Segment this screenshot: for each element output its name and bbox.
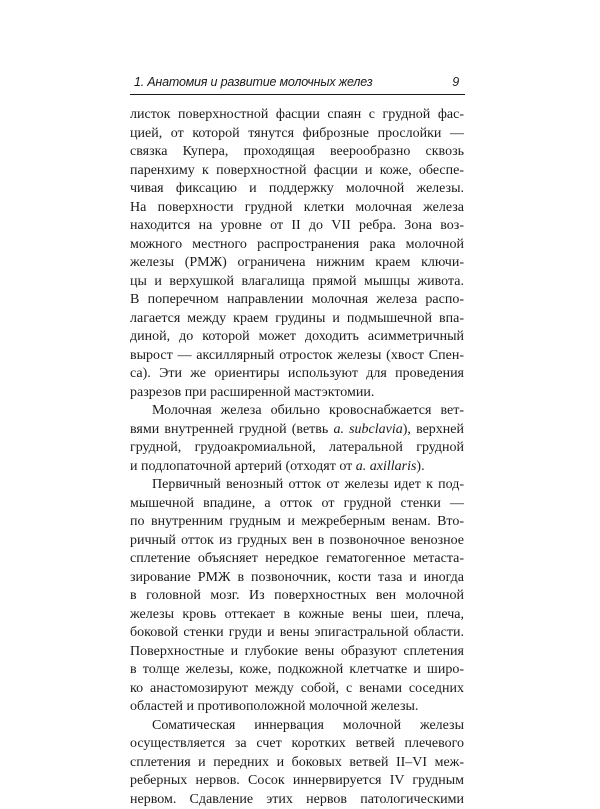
paragraph-3 [130,476,464,717]
running-header [130,72,465,92]
text-line: зирование РМЖ в позвоночник, кости таза и иногда [130,569,464,588]
text-line: са). Эти же ориентиры используют для проведения [130,365,464,384]
text-run: ), верхней [403,422,464,437]
text-line: разрезов при расширенной мастэктомии. [130,384,464,403]
text-line: В поперечном направлении молочная железа распо- [130,291,464,310]
header-divider [130,94,465,95]
text-run: вями внутренней грудной (ветвь [130,422,328,437]
paragraph-2 [130,402,464,476]
text-line: в головной мозг. Из поверхностных вен молочной [130,587,464,606]
text-line: паренхиму к поверхностной фасции и коже, обеспе- [130,162,464,181]
text-line: реберных нервов. Сосок иннервируется IV грудным [130,772,464,791]
text-line: ричный отток из грудных вен в позвоночное венозное [130,532,464,551]
text-line: в толще железы, коже, подкожной клетчатке и широ- [130,661,464,680]
text-line: можного местного распространения рака молочной [130,236,464,255]
text-line: грудной, грудоакромиальной, латеральной грудной [130,439,464,458]
latin-term: a. axillaris [356,459,417,474]
text-run: и подлопаточной артерий (отходят от [130,459,352,474]
text-line: диной, до которой может доходить асимметричный [130,328,464,347]
text-line: нервом. Сдавление этих нервов патологическими [130,791,464,809]
latin-term: a. subclavia [333,422,402,437]
text-line: сплетение объясняет нередкое гематогенное метаста- [130,550,464,569]
text-line: связка Купера, проходящая веерообразно сквозь [130,143,464,162]
text-line: ко анастомозируют между собой, с венами соседних [130,680,464,699]
paragraph-1 [130,106,464,402]
text-line: На поверхности грудной клетки молочная железа [130,199,464,218]
text-line: железы (РМЖ) ограничена нижним краем ключи- [130,254,464,273]
text-line: Первичный венозный отток от железы идет к под- [130,476,464,495]
text-line: цией, от которой тянутся фиброзные прослойки — [130,125,464,144]
page-number: 9 [452,72,459,92]
text-line: Молочная железа обильно кровоснабжается вет- [130,402,464,421]
text-line [130,421,464,440]
text-line: вырост — аксиллярный отросток железы (хвост Спен- [130,347,464,366]
text-line: находится на уровне от II до VII ребра. Зона воз- [130,217,464,236]
text-line: областей и противоположной молочной железы. [130,698,464,717]
text-line: Поверхностные и глубокие вены образуют сплетения [130,643,464,662]
text-line: осуществляется за счет коротких ветвей плечевого [130,735,464,754]
text-line: листок поверхностной фасции спаян с грудной фас- [130,106,464,125]
text-line [130,458,464,477]
text-line: цы и верхушкой влагалища прямой мышцы живота. [130,273,464,292]
text-line: сплетения и передних и боковых ветвей II–VI меж- [130,754,464,773]
chapter-title: 1. Анатомия и развитие молочных желез [134,72,372,92]
text-line: лагается между краем грудины и подмышечной впа- [130,310,464,329]
text-line: железы кровь оттекает в кожные вены шеи, плеча, [130,606,464,625]
body-text [130,106,464,809]
text-line: Соматическая иннервация молочной железы [130,717,464,736]
text-line: чивая фиксацию и поддержку молочной железы. [130,180,464,199]
text-line: мышечной впадине, а отток от грудной стенки — [130,495,464,514]
text-run: ). [416,459,424,474]
text-line: по внутренним грудным и межреберным венам. Вто- [130,513,464,532]
text-line: боковой стенки груди и вены эпигастральной области. [130,624,464,643]
paragraph-4 [130,717,464,809]
